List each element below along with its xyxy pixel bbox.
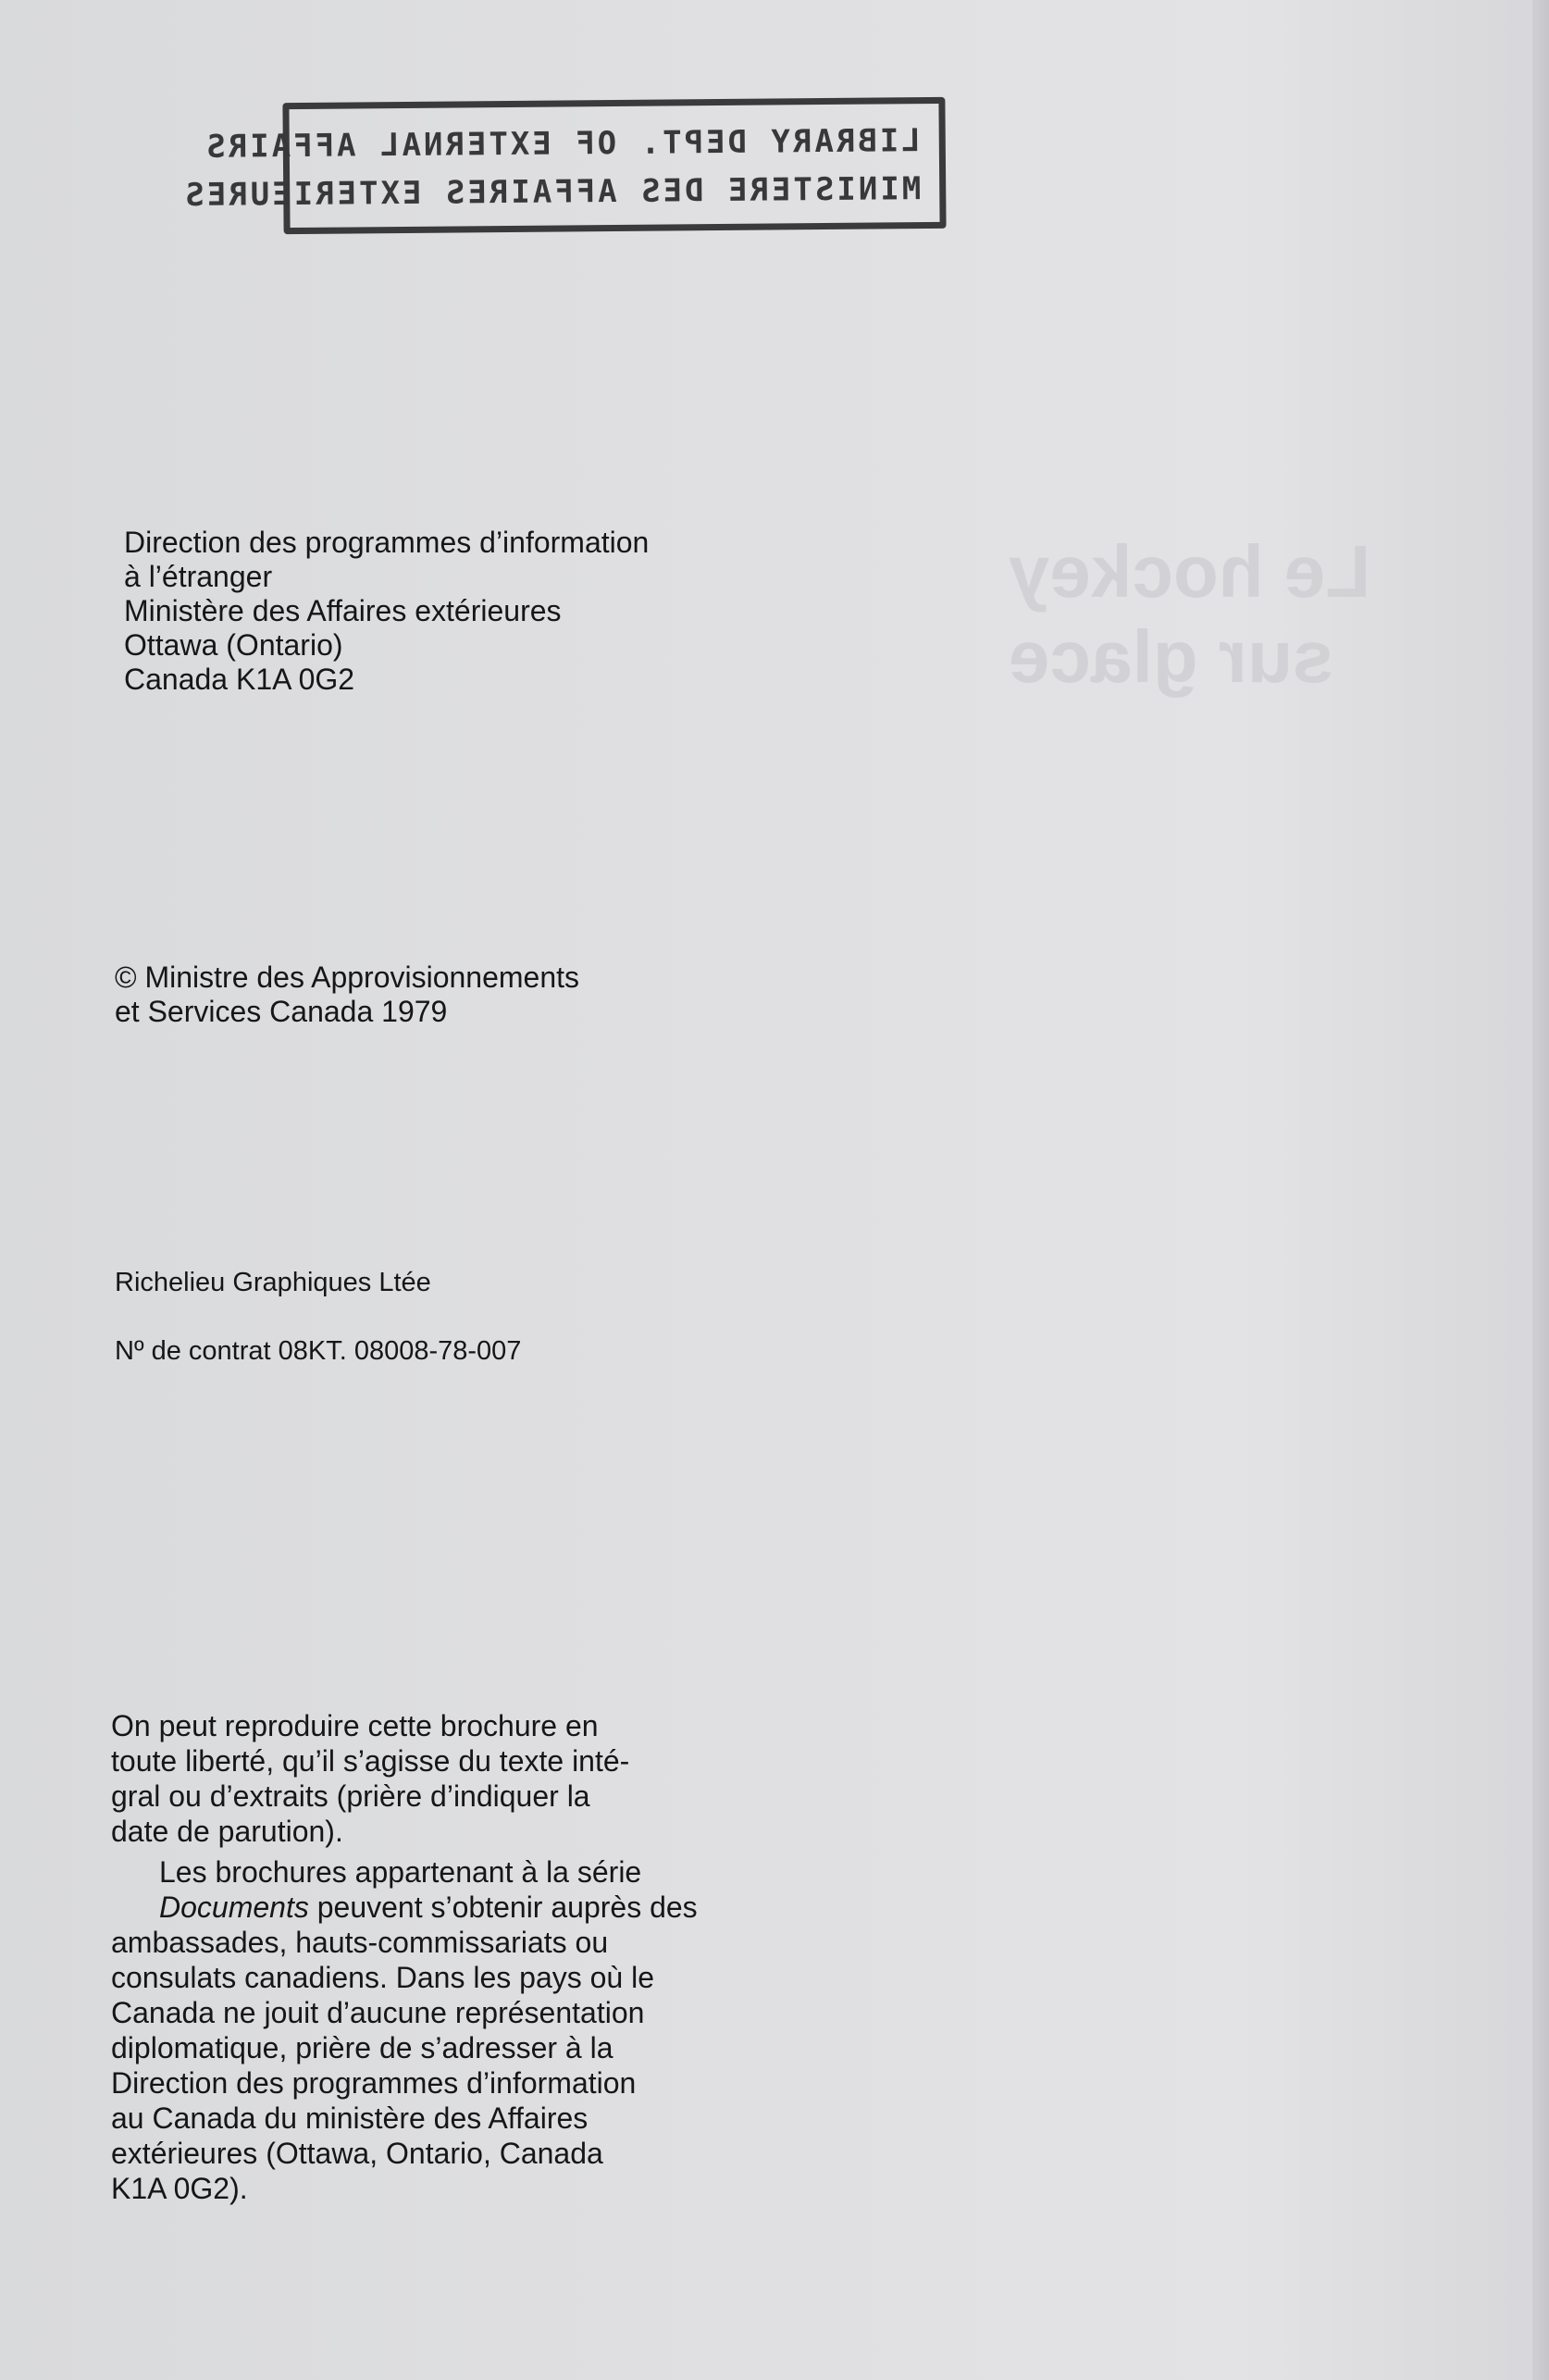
copyright-line: et Services Canada 1979 xyxy=(115,995,448,1028)
address-line: Canada K1A 0G2 xyxy=(124,663,355,696)
notice-line-rest: peuvent s’obtenir auprès des xyxy=(308,1890,698,1924)
notice-line: Canada ne jouit d’aucune représentation xyxy=(111,1996,645,2029)
stamp-line-2: MINISTERE DES AFFAIRES EXTERIEURES xyxy=(182,170,922,215)
notice-line: ambassades, hauts-commissariats ou xyxy=(111,1926,609,1959)
notice-line: gral ou d’extraits (prière d’indiquer la xyxy=(111,1779,590,1813)
notice-line: Les brochures appartenant à la série xyxy=(159,1855,642,1889)
address-line: Ottawa (Ontario) xyxy=(124,628,343,662)
page-edge xyxy=(1532,0,1549,2380)
show-through-title-line: Le hockey xyxy=(1009,530,1371,613)
notice-line: toute liberté, qu’il s’agisse du texte inté- xyxy=(111,1744,630,1778)
copyright-notice xyxy=(115,961,579,1029)
notice-paragraph-2-cont xyxy=(111,1925,740,2206)
notice-line: K1A 0G2). xyxy=(111,2172,248,2205)
notice-line: On peut reproduire cette brochure en xyxy=(111,1709,599,1742)
address-line: Ministère des Affaires extérieures xyxy=(124,594,562,627)
stamp-line-1: LIBRARY DEPT. OF EXTERNAL AFFAIRS xyxy=(204,122,921,166)
notice-line: Direction des programmes d’information xyxy=(111,2066,637,2100)
reproduction-notice xyxy=(111,1708,740,2206)
notice-paragraph-2 xyxy=(111,1854,740,1925)
notice-paragraph-1 xyxy=(111,1708,740,1849)
publisher-address xyxy=(124,526,649,697)
show-through-title-line: sur glace xyxy=(1009,615,1334,698)
series-name: Documents xyxy=(159,1890,309,1924)
printer-name: Richelieu Graphiques Ltée xyxy=(115,1268,431,1297)
address-line: à l’étranger xyxy=(124,560,273,593)
show-through-title xyxy=(1009,529,1406,700)
notice-line: diplomatique, prière de s’adresser à la xyxy=(111,2031,613,2064)
copyright-line: © Ministre des Approvisionnements xyxy=(115,961,580,994)
notice-line xyxy=(111,1890,740,1925)
library-stamp xyxy=(182,97,946,234)
notice-line: date de parution). xyxy=(111,1815,343,1848)
notice-line: consulats canadiens. Dans les pays où le xyxy=(111,1961,655,1994)
notice-line: extérieures (Ottawa, Ontario, Canada xyxy=(111,2137,603,2170)
address-line: Direction des programmes d’information xyxy=(124,526,650,559)
contract-number: Nº de contrat 08KT. 08008-78-007 xyxy=(115,1336,522,1366)
notice-line: au Canada du ministère des Affaires xyxy=(111,2101,589,2135)
